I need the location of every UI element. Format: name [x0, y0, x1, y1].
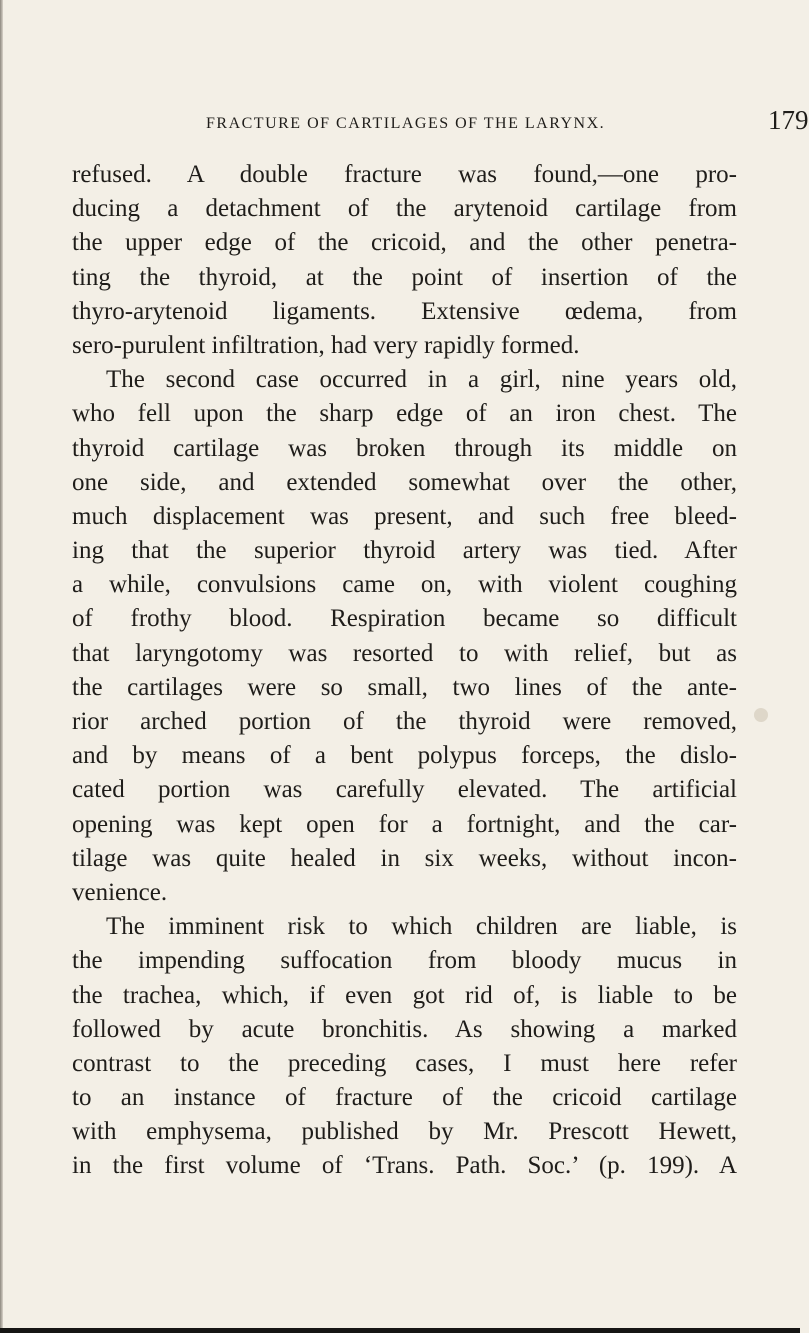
page-bottom-edge	[0, 1328, 800, 1333]
text-line-8: who fell upon the sharp edge of an iron chest. The	[72, 400, 737, 428]
text-line-10: one side, and extended somewhat over the other,	[72, 468, 737, 496]
text-line-29: with emphysema, published by Mr. Prescott Hewett,	[72, 1118, 737, 1146]
text-line-21: tilage was quite healed in six weeks, without incon-	[72, 844, 737, 872]
text-line-11: much displacement was present, and such free bleed-	[72, 502, 737, 530]
text-line-16: the cartilages were so small, two lines of the ante-	[72, 673, 737, 701]
text-line-15: that laryngotomy was resorted to with relief, but as	[72, 639, 737, 667]
text-line-12: ing that the superior thyroid artery was tied. After	[72, 537, 737, 565]
text-line-17: rior arched portion of the thyroid were removed,	[72, 708, 737, 735]
text-line-22: venience.	[72, 878, 168, 906]
text-line-19: cated portion was carefully elevated. The artificial	[72, 776, 737, 804]
text-line-13: a while, convulsions came on, with violent coughing	[72, 571, 737, 599]
text-line-24: the impending suffocation from bloody mucus in	[72, 947, 737, 975]
text-line-20: opening was kept open for a fortnight, and the car-	[72, 810, 737, 838]
text-line-5: thyro-arytenoid ligaments. Extensive œdema, from	[72, 297, 737, 325]
text-line-18: and by means of a bent polypus forceps, the dislo-	[72, 742, 737, 770]
running-title: FRACTURE OF CARTILAGES OF THE LARYNX.	[206, 115, 606, 132]
page-number: 179	[768, 105, 809, 135]
text-line-1: refused. A double fracture was found,—one pro-	[72, 161, 737, 188]
body-text	[72, 158, 737, 1184]
text-line-30: in the first volume of ‘Trans. Path. Soc.’ (p. 199). A	[72, 1152, 737, 1180]
text-line-4: ting the thyroid, at the point of insertion of the	[72, 263, 737, 291]
text-line-6: sero-purulent infiltration, had very rapidly formed.	[72, 331, 580, 359]
text-line-3: the upper edge of the cricoid, and the other penetra-	[72, 229, 737, 257]
text-line-26: followed by acute bronchitis. As showing a marked	[72, 1015, 737, 1043]
text-line-2: ducing a detachment of the arytenoid cartilage from	[72, 195, 737, 223]
text-line-28: to an instance of fracture of the cricoid cartilage	[72, 1084, 737, 1112]
text-line-14: of frothy blood. Respiration became so difficult	[72, 605, 737, 633]
text-line-25: the trachea, which, if even got rid of, is liable to be	[72, 981, 737, 1009]
text-line-23: The imminent risk to which children are liable, is	[106, 913, 737, 941]
running-head	[206, 105, 809, 143]
paper-spot	[754, 708, 768, 722]
text-line-7: The second case occurred in a girl, nine years old,	[106, 366, 737, 394]
page-binding-edge	[0, 0, 3, 1333]
text-line-9: thyroid cartilage was broken through its middle on	[72, 434, 737, 462]
text-line-27: contrast to the preceding cases, I must here refer	[72, 1049, 737, 1077]
